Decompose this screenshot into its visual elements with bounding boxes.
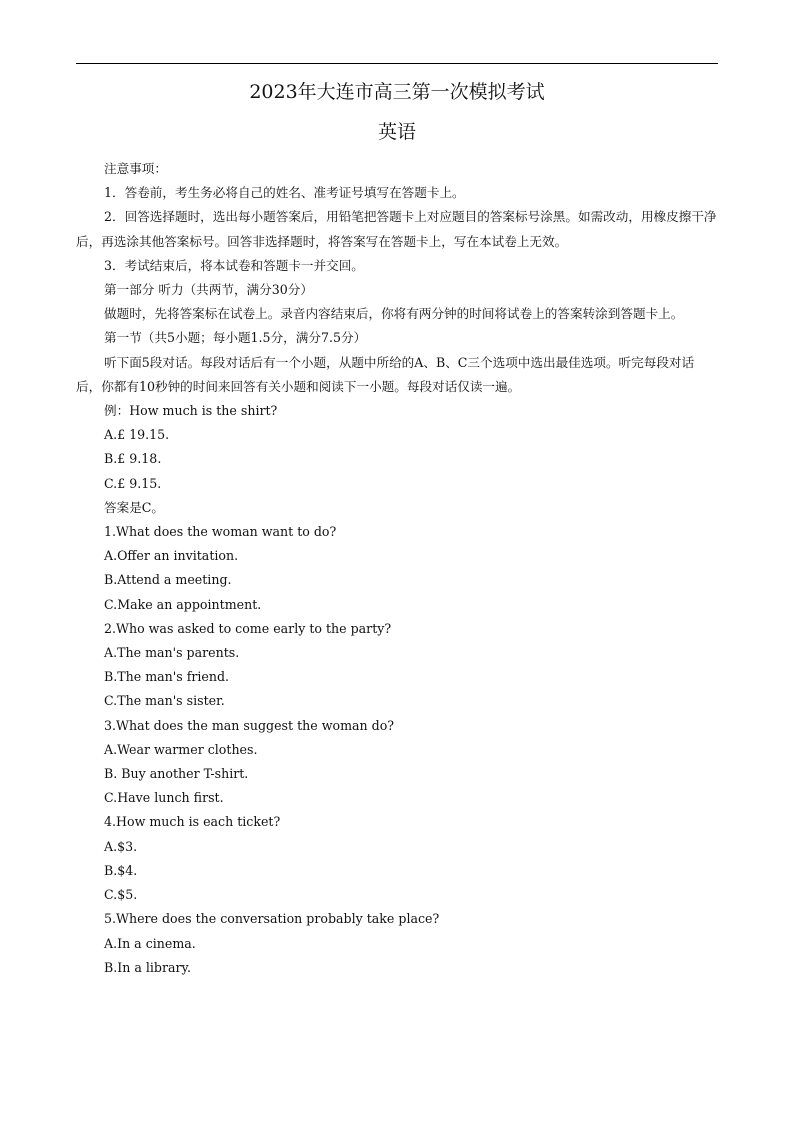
notice-item-3: 3．考试结束后，将本试卷和答题卡一并交回。 [104,257,364,273]
question-option: C.The man's sister. [104,693,225,709]
question-option: C.Have lunch first. [104,790,224,806]
example-option: A.£ 19.15. [104,427,170,443]
question-1: 1.What does the woman want to do? [104,524,337,540]
question-2: 2.Who was asked to come early to the party? [104,620,392,636]
question-option: C.$5. [104,887,138,903]
question-option: B.$4. [104,862,138,878]
question-option: A.The man's parents. [104,645,240,661]
section1-instructions: 听下面5段对话。每段对话后有一个小题，从题中所给的A、B、C三个选项中选出最佳选项。听完每段对话后，你都有10秒钟的时间来回答有关小题和阅读下一小题。每段对话仅读一遍。 [76,354,695,394]
exam-body [76,157,718,980]
part1-heading: 第一部分 听力（共两节，满分30分） [104,282,313,298]
top-rule [76,63,718,64]
notice-item-1: 1．答卷前，考生务必将自己的姓名、准考证号填写在答题卡上。 [104,185,465,201]
question-option: A.$3. [104,838,138,854]
question-option: C.Make an appointment. [104,596,262,612]
question-option: B.In a library. [104,959,191,975]
question-option: B.The man's friend. [104,669,230,685]
question-option: A.In a cinema. [104,935,196,951]
section1-heading: 第一节（共5小题；每小题1.5分，满分7.5分） [104,330,367,346]
example-option: B.£ 9.18. [104,451,162,467]
example-answer: 答案是C。 [104,499,165,515]
notice-heading: 注意事项： [104,161,167,176]
question-option: B.Attend a meeting. [104,572,232,588]
part1-instructions: 做题时，先将答案标在试卷上。录音内容结束后，你将有两分钟的时间将试卷上的答案转涂到答题卡上。 [104,306,684,322]
question-option: A.Offer an invitation. [104,548,239,564]
exam-title: 2023年大连市高三第一次模拟考试 [249,81,545,103]
question-option: B. Buy another T-shirt. [104,766,249,782]
notice-item-2: 2．回答选择题时，选出每小题答案后，用铅笔把答题卡上对应题目的答案标号涂黑。如需改动，用橡皮擦干净后，再选涂其他答案标号。回答非选择题时，将答案写在答题卡上，写在本试卷上无效。 [76,209,717,249]
question-3: 3.What does the man suggest the woman do? [104,717,395,733]
example-question: 例：How much is the shirt? [104,403,278,419]
exam-subject: 英语 [377,121,416,143]
question-5: 5.Where does the conversation probably take place? [104,911,440,927]
question-4: 4.How much is each ticket? [104,814,281,830]
example-option: C.£ 9.15. [104,475,162,491]
question-option: A.Wear warmer clothes. [104,741,258,757]
